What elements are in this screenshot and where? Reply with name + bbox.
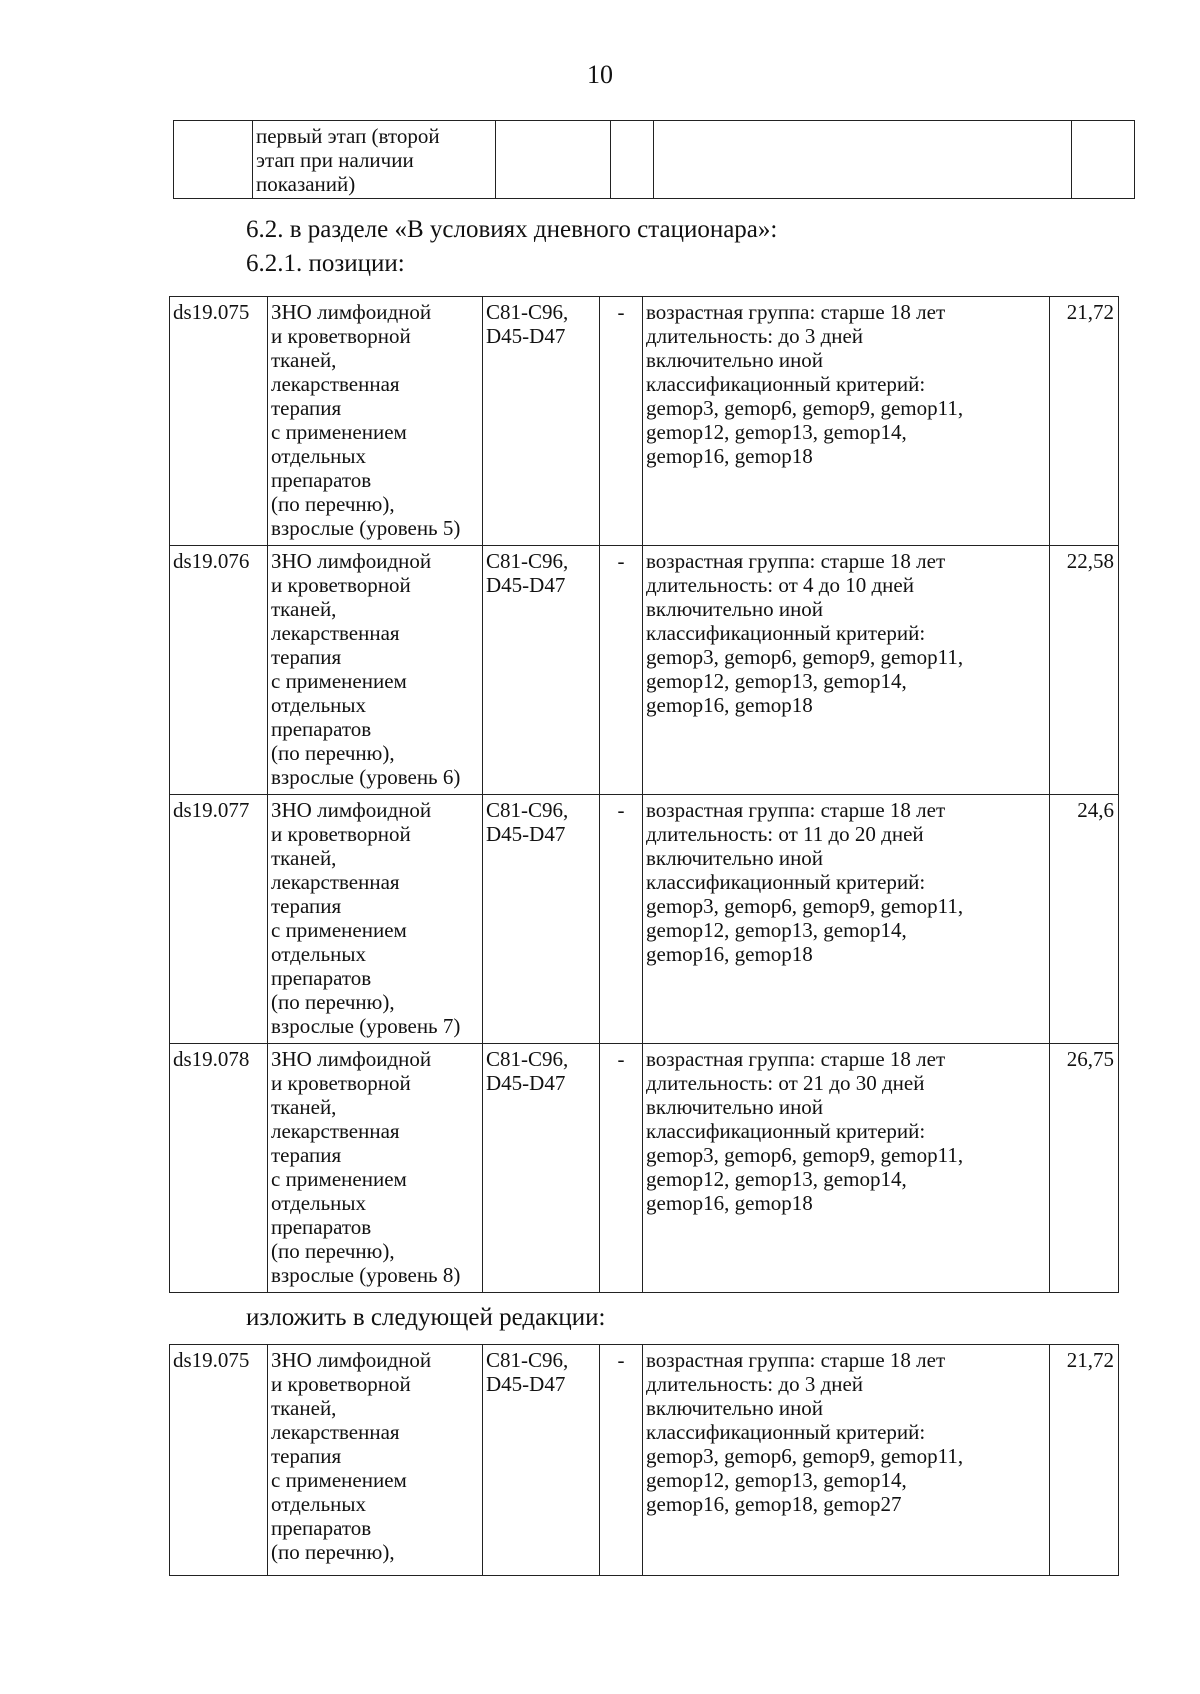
cell-line: тканей, — [271, 1396, 337, 1420]
table-cell-empty — [1072, 121, 1135, 199]
new-positions-table — [169, 1344, 1119, 1576]
cell-line: и кроветворной — [271, 324, 411, 348]
cell-line: лекарственная — [271, 621, 400, 645]
cell-line: gemop3, gemop6, gemop9, gemop11, — [646, 645, 964, 669]
name-cell — [268, 297, 483, 546]
continuation-table — [173, 120, 1135, 199]
cell-line: возрастная группа: старше 18 лет — [646, 300, 946, 324]
cell-line: с применением — [271, 669, 407, 693]
cell-line: с применением — [271, 918, 407, 942]
cell-line: длительность: до 3 дней — [646, 1372, 864, 1396]
cell-line: C81-C96, — [486, 1348, 569, 1372]
cell-line: C81-C96, — [486, 300, 569, 324]
cell-line: gemop12, gemop13, gemop14, — [646, 669, 907, 693]
cell-line: отдельных — [271, 1492, 367, 1516]
cell-line: классификационный критерий: — [646, 1420, 926, 1444]
code-cell: ds19.078 — [170, 1044, 268, 1293]
cell-line: тканей, — [271, 846, 337, 870]
cell-line: классификационный критерий: — [646, 870, 926, 894]
cell-line: показаний) — [256, 172, 356, 196]
mkb-cell — [483, 795, 600, 1044]
cell-line: включительно иной — [646, 846, 824, 870]
cell-line: этап при наличии — [256, 148, 414, 172]
cell-line: ЗНО лимфоидной — [271, 1047, 432, 1071]
mkb-cell — [483, 297, 600, 546]
replace-heading: изложить в следующей редакции: — [246, 1304, 606, 1331]
cell-line: D45-D47 — [486, 1372, 566, 1396]
cell-line: отдельных — [271, 693, 367, 717]
cell-line: тканей, — [271, 348, 337, 372]
cell-line: тканей, — [271, 1095, 337, 1119]
name-cell — [268, 546, 483, 795]
table-cell-empty — [496, 121, 611, 199]
cell-line: терапия — [271, 1444, 342, 1468]
cell-line: лекарственная — [271, 1420, 400, 1444]
cell-line: и кроветворной — [271, 1372, 411, 1396]
cell-line: с применением — [271, 1167, 407, 1191]
cell-line: препаратов — [271, 468, 372, 492]
name-cell — [268, 795, 483, 1044]
cell-line: длительность: от 11 до 20 дней — [646, 822, 924, 846]
cell-line: D45-D47 — [486, 822, 566, 846]
cell-line: препаратов — [271, 717, 372, 741]
cell-line: отдельных — [271, 444, 367, 468]
table-cell-empty — [611, 121, 654, 199]
code-cell: ds19.075 — [170, 1345, 268, 1576]
cell-line: gemop12, gemop13, gemop14, — [646, 918, 907, 942]
cell-line: gemop16, gemop18 — [646, 942, 813, 966]
cell-line: взрослые (уровень 7) — [271, 1014, 461, 1038]
table-row — [170, 795, 1119, 1044]
table-row — [170, 546, 1119, 795]
cell-line: лекарственная — [271, 372, 400, 396]
table-row — [170, 1044, 1119, 1293]
cell-line: C81-C96, — [486, 798, 569, 822]
cell-line: gemop3, gemop6, gemop9, gemop11, — [646, 1444, 964, 1468]
cell-line: терапия — [271, 645, 342, 669]
cell-line: и кроветворной — [271, 1071, 411, 1095]
cell-line: gemop16, gemop18, gemop27 — [646, 1492, 902, 1516]
cell-line: (по перечню), — [271, 1239, 395, 1263]
coefficient-cell: 24,6 — [1050, 795, 1119, 1044]
dash-cell: - — [600, 795, 643, 1044]
cell-line: классификационный критерий: — [646, 621, 926, 645]
code-cell: ds19.077 — [170, 795, 268, 1044]
coefficient-cell: 26,75 — [1050, 1044, 1119, 1293]
dash-cell: - — [600, 546, 643, 795]
table-cell-stage — [253, 121, 496, 199]
dash-cell: - — [600, 297, 643, 546]
cell-line: C81-C96, — [486, 549, 569, 573]
dash-cell: - — [600, 1044, 643, 1293]
table-row — [170, 297, 1119, 546]
cell-line: (по перечню), — [271, 492, 395, 516]
cell-line: D45-D47 — [486, 1071, 566, 1095]
criteria-cell — [643, 297, 1050, 546]
mkb-cell — [483, 1044, 600, 1293]
cell-line: классификационный критерий: — [646, 1119, 926, 1143]
cell-line: с применением — [271, 1468, 407, 1492]
cell-line: ЗНО лимфоидной — [271, 1348, 432, 1372]
section-heading: 6.2. в разделе «В условиях дневного стационара»: — [246, 216, 778, 243]
cell-line: возрастная группа: старше 18 лет — [646, 549, 946, 573]
cell-line: включительно иной — [646, 597, 824, 621]
cell-line: C81-C96, — [486, 1047, 569, 1071]
cell-line: включительно иной — [646, 348, 824, 372]
cell-line: взрослые (уровень 6) — [271, 765, 461, 789]
cell-line: отдельных — [271, 942, 367, 966]
cell-line: (по перечню), — [271, 990, 395, 1014]
cell-line: и кроветворной — [271, 822, 411, 846]
cell-line: включительно иной — [646, 1396, 824, 1420]
cell-line: возрастная группа: старше 18 лет — [646, 1047, 946, 1071]
cell-line: gemop16, gemop18 — [646, 1191, 813, 1215]
cell-line: терапия — [271, 894, 342, 918]
cell-line: длительность: от 21 до 30 дней — [646, 1071, 925, 1095]
cell-line: gemop12, gemop13, gemop14, — [646, 1468, 907, 1492]
cell-line: и кроветворной — [271, 573, 411, 597]
page-number: 10 — [587, 60, 613, 89]
cell-line: первый этап (второй — [256, 124, 440, 148]
cell-line: D45-D47 — [486, 573, 566, 597]
cell-line: gemop12, gemop13, gemop14, — [646, 420, 907, 444]
cell-line: тканей, — [271, 597, 337, 621]
cell-line: ЗНО лимфоидной — [271, 798, 432, 822]
mkb-cell — [483, 546, 600, 795]
table-cell-empty — [174, 121, 253, 199]
table-row — [174, 121, 1135, 199]
code-cell: ds19.075 — [170, 297, 268, 546]
criteria-cell — [643, 795, 1050, 1044]
cell-line: D45-D47 — [486, 324, 566, 348]
cell-line: лекарственная — [271, 1119, 400, 1143]
cell-line: препаратов — [271, 1215, 372, 1239]
positions-table — [169, 296, 1119, 1293]
cell-line: gemop16, gemop18 — [646, 444, 813, 468]
coefficient-cell: 21,72 — [1050, 297, 1119, 546]
cell-line: gemop3, gemop6, gemop9, gemop11, — [646, 396, 964, 420]
cell-line: отдельных — [271, 1191, 367, 1215]
cell-line: включительно иной — [646, 1095, 824, 1119]
cell-line: терапия — [271, 1143, 342, 1167]
cell-line: возрастная группа: старше 18 лет — [646, 1348, 946, 1372]
cell-line: взрослые (уровень 5) — [271, 516, 461, 540]
dash-cell: - — [600, 1345, 643, 1576]
name-cell — [268, 1044, 483, 1293]
criteria-cell — [643, 546, 1050, 795]
cell-line: терапия — [271, 396, 342, 420]
cell-line: ЗНО лимфоидной — [271, 549, 432, 573]
cell-line: с применением — [271, 420, 407, 444]
table-row — [170, 1345, 1119, 1576]
cell-line: возрастная группа: старше 18 лет — [646, 798, 946, 822]
coefficient-cell: 21,72 — [1050, 1345, 1119, 1576]
cell-line: gemop3, gemop6, gemop9, gemop11, — [646, 894, 964, 918]
cell-line: классификационный критерий: — [646, 372, 926, 396]
positions-heading: 6.2.1. позиции: — [246, 250, 405, 277]
coefficient-cell: 22,58 — [1050, 546, 1119, 795]
cell-line: gemop16, gemop18 — [646, 693, 813, 717]
table-cell-empty — [654, 121, 1072, 199]
cell-line: (по перечню), — [271, 1540, 395, 1564]
criteria-cell — [643, 1044, 1050, 1293]
criteria-cell — [643, 1345, 1050, 1576]
cell-line: ЗНО лимфоидной — [271, 300, 432, 324]
cell-line: gemop12, gemop13, gemop14, — [646, 1167, 907, 1191]
cell-line: gemop3, gemop6, gemop9, gemop11, — [646, 1143, 964, 1167]
cell-line: препаратов — [271, 966, 372, 990]
name-cell — [268, 1345, 483, 1576]
cell-line: лекарственная — [271, 870, 400, 894]
mkb-cell — [483, 1345, 600, 1576]
code-cell: ds19.076 — [170, 546, 268, 795]
cell-line: препаратов — [271, 1516, 372, 1540]
cell-line: длительность: от 4 до 10 дней — [646, 573, 914, 597]
cell-line: взрослые (уровень 8) — [271, 1263, 461, 1287]
cell-line: длительность: до 3 дней — [646, 324, 864, 348]
cell-line: (по перечню), — [271, 741, 395, 765]
